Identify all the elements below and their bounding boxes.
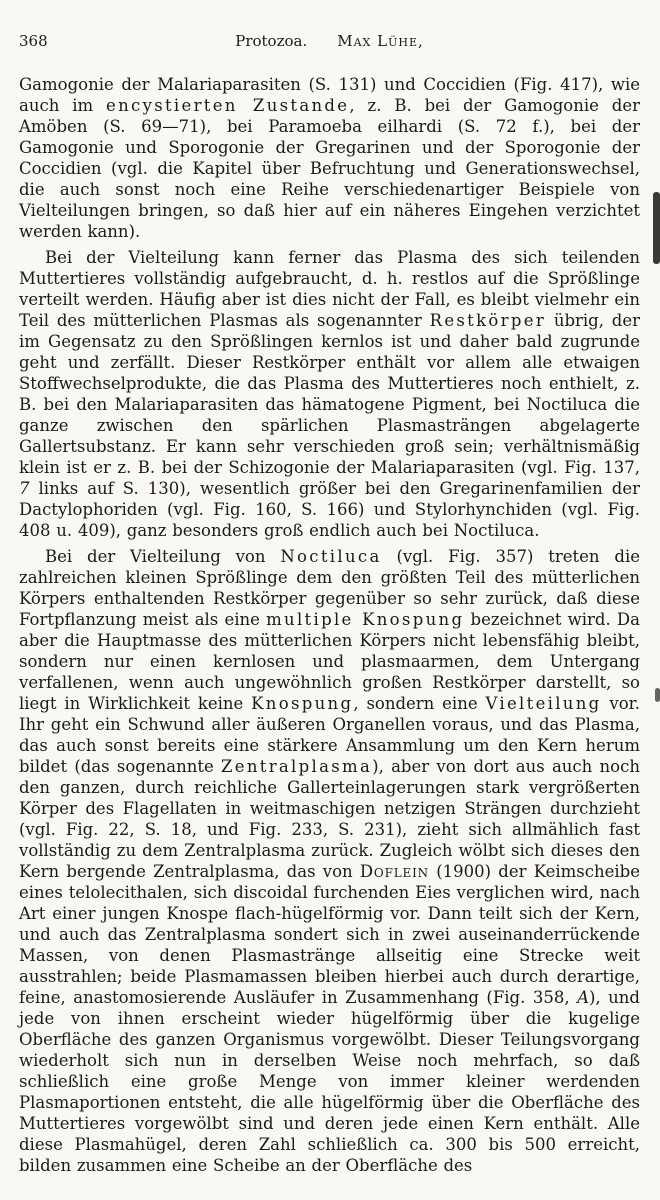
text-segment: Noctiluca xyxy=(280,547,382,566)
text-segment: , z. B. bei der Gamogonie der Amöben (S. 69—71), bei Paramoeba eilhardi (S. 72 f.), bei der Gamogonie und Sporogonie der Gregarinen und der Sporogonie der Coccidien (vgl. die Kapitel über Befruchtung und Generationswechsel, die auch sonst noch eine Reihe verschiedenartiger Beispiele von Vielteilungen bringen, so daß hier auf ein näheres Eingehen verzichtet werden kann). xyxy=(19,96,640,241)
text-segment: Bei der Vielteilung von xyxy=(45,547,281,566)
text-segment: encystierten Zustande xyxy=(106,96,350,115)
page-number: 368 xyxy=(19,32,48,50)
text-segment: bezeichnet wird. Da aber die Hauptmasse des mütterlichen Körpers nicht lebensfähig bleibt, sondern nur einen kernlosen und plasmaarmen, dem Untergang verfallenen, wenn auch ungewöhnlich großen Restkörper darstellt, so liegt in Wirklichkeit keine xyxy=(19,610,640,713)
text-segment: vor. Ihr geht ein Schwund aller äußeren Organellen voraus, und das Plasma, das auch sonst bereits eine stärkere Ansammlung um den Kern herum bildet (das sogenannte xyxy=(19,694,640,776)
text-segment: (vgl. Fig. 357) treten die zahlreichen kleinen Sprößlinge dem den größten Teil des mütterlichen Körpers enthaltenden Restkörper gegenüber so sehr zurück, daß diese Fortpflanzung meist als eine xyxy=(19,547,640,629)
paragraph xyxy=(19,247,640,541)
running-author: Max Lühe, xyxy=(337,32,424,50)
text-segment: Gamogonie der Malariaparasiten (S. 131) und Coccidien (Fig. 417), wie auch im xyxy=(19,75,640,115)
scan-artifact xyxy=(655,688,660,702)
text-segment: Doflein xyxy=(359,862,429,881)
text-segment: multiple Knospung xyxy=(266,610,465,629)
text-segment: Knospung xyxy=(251,694,354,713)
text-body xyxy=(19,74,640,1176)
text-segment: ), aber von dort aus auch noch den ganzen, durch reichliche Gallerteinlagerungen stark vergrößerten Körper des Flagellaten in weitmaschigen netzigen Strängen durchzieht (vgl. Fig. 22, S. 18, und Fig. 233, S. 231), zieht sich allmählich fast vollständig zu dem Zentralplasma zurück. Zugleich wölbt sich dieses den Kern bergende Zentralplasma, das von xyxy=(19,757,640,881)
text-segment: Bei der Vielteilung kann ferner das Plasma des sich teilenden Muttertieres vollständig aufgebraucht, d. h. restlos auf die Sprößlinge verteilt werden. Häufig aber ist dies nicht der Fall, es bleibt vielmehr ein Teil des mütterlichen Plasmas als sogenannter xyxy=(19,248,640,330)
paragraph xyxy=(19,546,640,1176)
text-segment: links auf S. 130), wesentlich größer bei den Gregarinenfamilien der Dactylophoriden (vgl. Fig. 160, S. 166) und Stylorhynchiden (vgl. Fig. 408 u. 409), ganz besonders groß endlich auch bei Noctiluca. xyxy=(19,479,640,540)
text-segment: Restkörper xyxy=(429,311,547,330)
running-title: Protozoa. xyxy=(235,32,308,50)
running-head-center xyxy=(19,30,640,52)
text-segment: übrig, der im Gegensatz zu den Sprößlingen kernlos ist und daher bald zugrunde geht und zerfällt. Dieser Restkörper enthält vor allem alle etwaigen Stoffwechselprodukte, die das Plasma des Muttertieres noch enthielt, z. B. bei den Malariaparasiten das hämatogene Pigment, bei Noctiluca die ganze zwischen den spärlichen Plasmasträngen abgelagerte Gallertsubstanz. Er kann sehr verschieden groß sein; verhältnismäßig klein ist er z. B. bei der Schizogonie der Malariaparasiten (vgl. Fig. 137, xyxy=(19,311,640,477)
text-segment: , sondern eine xyxy=(353,694,486,713)
scan-artifact xyxy=(653,192,660,264)
text-segment: (1900) der Keimscheibe eines telolecithalen, sich discoidal furchenden Eies verglichen wird, nach Art einer jungen Knospe flach-hügelförmig vor. Dann teilt sich der Kern, und auch das Zentralplasma sondert sich in zwei auseinanderrückende Massen, von denen Plasmastränge allseitig eine Strecke weit ausstrahlen; beide Plasmamassen bleiben hierbei auch durch derartige, feine, anastomosierende Ausläufer in Zusammenhang (Fig. 358, xyxy=(19,862,641,1007)
running-head xyxy=(19,30,640,52)
text-segment: ), und jede von ihnen erscheint wieder hügelförmig über die kugelige Oberfläche des ganzen Organismus vorgewölbt. Dieser Teilungsvorgang wiederholt sich nun in derselben Weise noch mehrfach, so daß schließlich eine große Menge von immer kleiner werdenden Plasmaportionen entsteht, die alle hügelförmig über die Oberfläche des Muttertieres vorgewölbt sind und deren jede einen Kern enthält. Alle diese Plasmahügel, deren Zahl schließlich ca. 300 bis 500 erreicht, bilden zusammen eine Scheibe an der Oberfläche des xyxy=(19,988,640,1175)
text-segment: A xyxy=(577,988,589,1007)
paragraph xyxy=(19,74,640,242)
text-segment: 7 xyxy=(19,479,30,498)
text-segment: Vielteilung xyxy=(485,694,602,713)
text-segment: Zentralplasma xyxy=(220,757,373,776)
